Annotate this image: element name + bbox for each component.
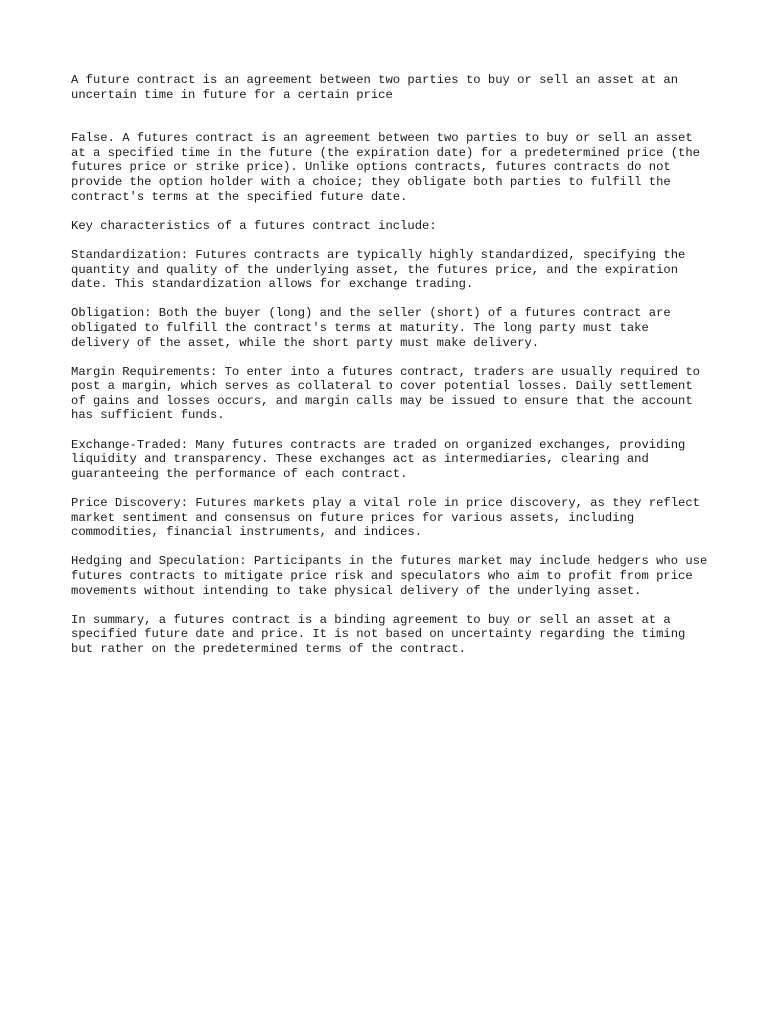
characteristic-standardization: Standardization: Futures contracts are typically highly standardized, specifying the quantity and quality of the underlying asset, the futures price, and the expiration date. This standardization allows for exchange trading. bbox=[71, 247, 686, 292]
characteristic-hedging-speculation: Hedging and Speculation: Participants in the futures market may include hedgers who use futures contracts to mitigate price risk and speculators who aim to profit from price movements without intending to take physical delivery of the underlying asset. bbox=[71, 554, 708, 598]
characteristic-exchange-traded: Exchange-Traded: Many futures contracts are traded on organized exchanges, providing liquidity and transparency. These exchanges act as intermediaries, clearing and guaranteeing the performance of each contract. bbox=[71, 437, 686, 481]
characteristics-intro: Key characteristics of a futures contract include: bbox=[71, 218, 437, 233]
characteristic-margin-requirements: Margin Requirements: To enter into a futures contract, traders are usually required to post a margin, which serves as collateral to cover potential losses. Daily settlement of gains and losses occurs, and margin calls may be issued to ensure that the account has sufficient funds. bbox=[71, 364, 700, 423]
document-page bbox=[71, 73, 711, 671]
summary-text: In summary, a futures contract is a binding agreement to buy or sell an asset at a specified future date and price. It is not based on uncertainty regarding the timing but rather on the predetermined terms of the contract. bbox=[71, 612, 686, 656]
characteristic-obligation: Obligation: Both the buyer (long) and the seller (short) of a futures contract are obligated to fulfill the contract's terms at maturity. The long party must take delivery of the asset, while the short party must make delivery. bbox=[71, 306, 671, 350]
answer-text: False. A futures contract is an agreement between two parties to buy or sell an asset at a specified time in the future (the expiration date) for a predetermined price (the futures price or strike price). Unlike options contracts, futures contracts do not provide the option holder with a choice; they obligate both parties to fulfill the contract's terms at the specified future date. bbox=[71, 131, 700, 204]
question-text: A future contract is an agreement between two parties to buy or sell an asset at an uncertain time in future for a certain price bbox=[71, 73, 679, 102]
characteristic-price-discovery: Price Discovery: Futures markets play a vital role in price discovery, as they reflect market sentiment and consensus on future prices for various assets, including commodities, financial instruments, and indices. bbox=[71, 496, 700, 540]
